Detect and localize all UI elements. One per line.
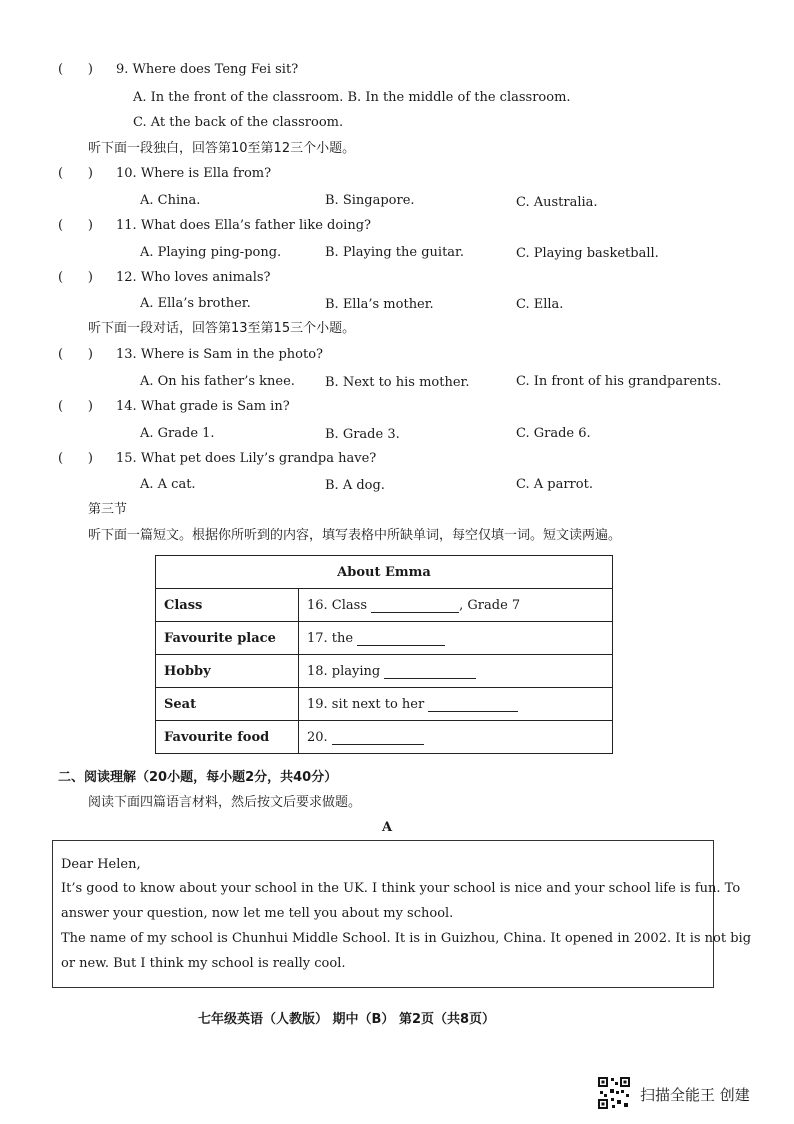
monologue-instruction: 听下面一段独白，回答第10至第12三个小题。	[88, 141, 356, 156]
q9-option-a-b: A. In the front of the classroom. B. In the middle of the classroom.	[133, 90, 571, 105]
table-row	[156, 721, 613, 754]
row-label: Hobby	[156, 655, 299, 688]
passage-label: A	[382, 820, 393, 835]
table-row	[156, 688, 613, 721]
answer-paren-9[interactable]: ( )	[58, 62, 93, 77]
q10-option-a: A. China.	[140, 193, 201, 208]
table-title: About Emma	[156, 556, 613, 589]
row-label: Class	[156, 589, 299, 622]
letter-line: The name of my school is Chunhui Middle School. It is in Guizhou, China. It opened in 2002. It is not big	[61, 931, 752, 946]
table-row	[156, 622, 613, 655]
about-emma-table	[155, 555, 613, 754]
question-10: 10. Where is Ella from?	[116, 166, 272, 181]
question-15: 15. What pet does Lily’s grandpa have?	[116, 451, 377, 466]
q10-option-b: B. Singapore.	[325, 193, 415, 208]
q12-option-c: C. Ella.	[516, 297, 564, 312]
q11-option-c: C. Playing basketball.	[516, 246, 659, 261]
question-14: 14. What grade is Sam in?	[116, 399, 290, 414]
q14-option-a: A. Grade 1.	[140, 426, 215, 441]
dialogue-instruction: 听下面一段对话，回答第13至第15三个小题。	[88, 321, 356, 336]
letter-greeting: Dear Helen,	[61, 857, 141, 872]
q13-option-a: A. On his father’s knee.	[140, 374, 295, 389]
row-label: Favourite place	[156, 622, 299, 655]
q13-option-c: C. In front of his grandparents.	[516, 374, 722, 389]
answer-paren-12[interactable]: ( )	[58, 270, 93, 285]
letter-line: or new. But I think my school is really cool.	[61, 956, 346, 971]
answer-blank-19[interactable]	[428, 699, 518, 712]
q15-option-c: C. A parrot.	[516, 477, 593, 492]
q12-option-a: A. Ella’s brother.	[140, 296, 251, 311]
answer-paren-11[interactable]: ( )	[58, 218, 93, 233]
q12-option-b: B. Ella’s mother.	[325, 297, 434, 312]
q11-option-b: B. Playing the guitar.	[325, 245, 464, 260]
answer-paren-15[interactable]: ( )	[58, 451, 93, 466]
question-12: 12. Who loves animals?	[116, 270, 271, 285]
answer-blank-16[interactable]	[371, 600, 459, 613]
q15-option-a: A. A cat.	[140, 477, 196, 492]
row-label: Favourite food	[156, 721, 299, 754]
q11-option-a: A. Playing ping-pong.	[140, 245, 282, 260]
question-13: 13. Where is Sam in the photo?	[116, 347, 323, 362]
row-answer: 20.	[299, 721, 613, 754]
q9-option-c: C. At the back of the classroom.	[133, 115, 344, 130]
row-answer: 18. playing	[299, 655, 613, 688]
answer-blank-17[interactable]	[357, 633, 445, 646]
passage-a-box	[52, 840, 752, 988]
row-answer: 17. the	[299, 622, 613, 655]
answer-blank-18[interactable]	[384, 666, 476, 679]
row-label: Seat	[156, 688, 299, 721]
row-answer: 16. Class , Grade 7	[299, 589, 613, 622]
answer-blank-20[interactable]	[332, 732, 424, 745]
q13-option-b: B. Next to his mother.	[325, 375, 470, 390]
answer-paren-13[interactable]: ( )	[58, 347, 93, 362]
page-footer: 七年级英语（人教版） 期中（B） 第2页（共8页）	[198, 1012, 496, 1027]
letter-line: It’s good to know about your school in the UK. I think your school is nice and your school life is fun. To	[61, 881, 741, 896]
section3-title: 第三节	[88, 502, 128, 517]
q15-option-b: B. A dog.	[325, 478, 385, 493]
letter-line: answer your question, now let me tell you about my school.	[61, 906, 454, 921]
row-answer: 19. sit next to her	[299, 688, 613, 721]
qr-code-icon	[597, 1076, 631, 1110]
part2-heading: 二、阅读理解（20小题，每小题2分，共40分）	[58, 770, 338, 785]
scanner-watermark: 扫描全能王 创建	[640, 1086, 750, 1104]
answer-paren-10[interactable]: ( )	[58, 166, 93, 181]
q14-option-b: B. Grade 3.	[325, 427, 400, 442]
section3-instruction: 听下面一篇短文。根据你所听到的内容，填写表格中所缺单词，每空仅填一词。短文读两遍。	[88, 528, 622, 543]
table-row	[156, 589, 613, 622]
question-11: 11. What does Ella’s father like doing?	[116, 218, 371, 233]
q10-option-c: C. Australia.	[516, 195, 598, 210]
answer-paren-14[interactable]: ( )	[58, 399, 93, 414]
part2-instruction: 阅读下面四篇语言材料，然后按文后要求做题。	[88, 795, 362, 810]
question-9: 9. Where does Teng Fei sit?	[116, 62, 299, 77]
table-row	[156, 655, 613, 688]
q14-option-c: C. Grade 6.	[516, 426, 591, 441]
